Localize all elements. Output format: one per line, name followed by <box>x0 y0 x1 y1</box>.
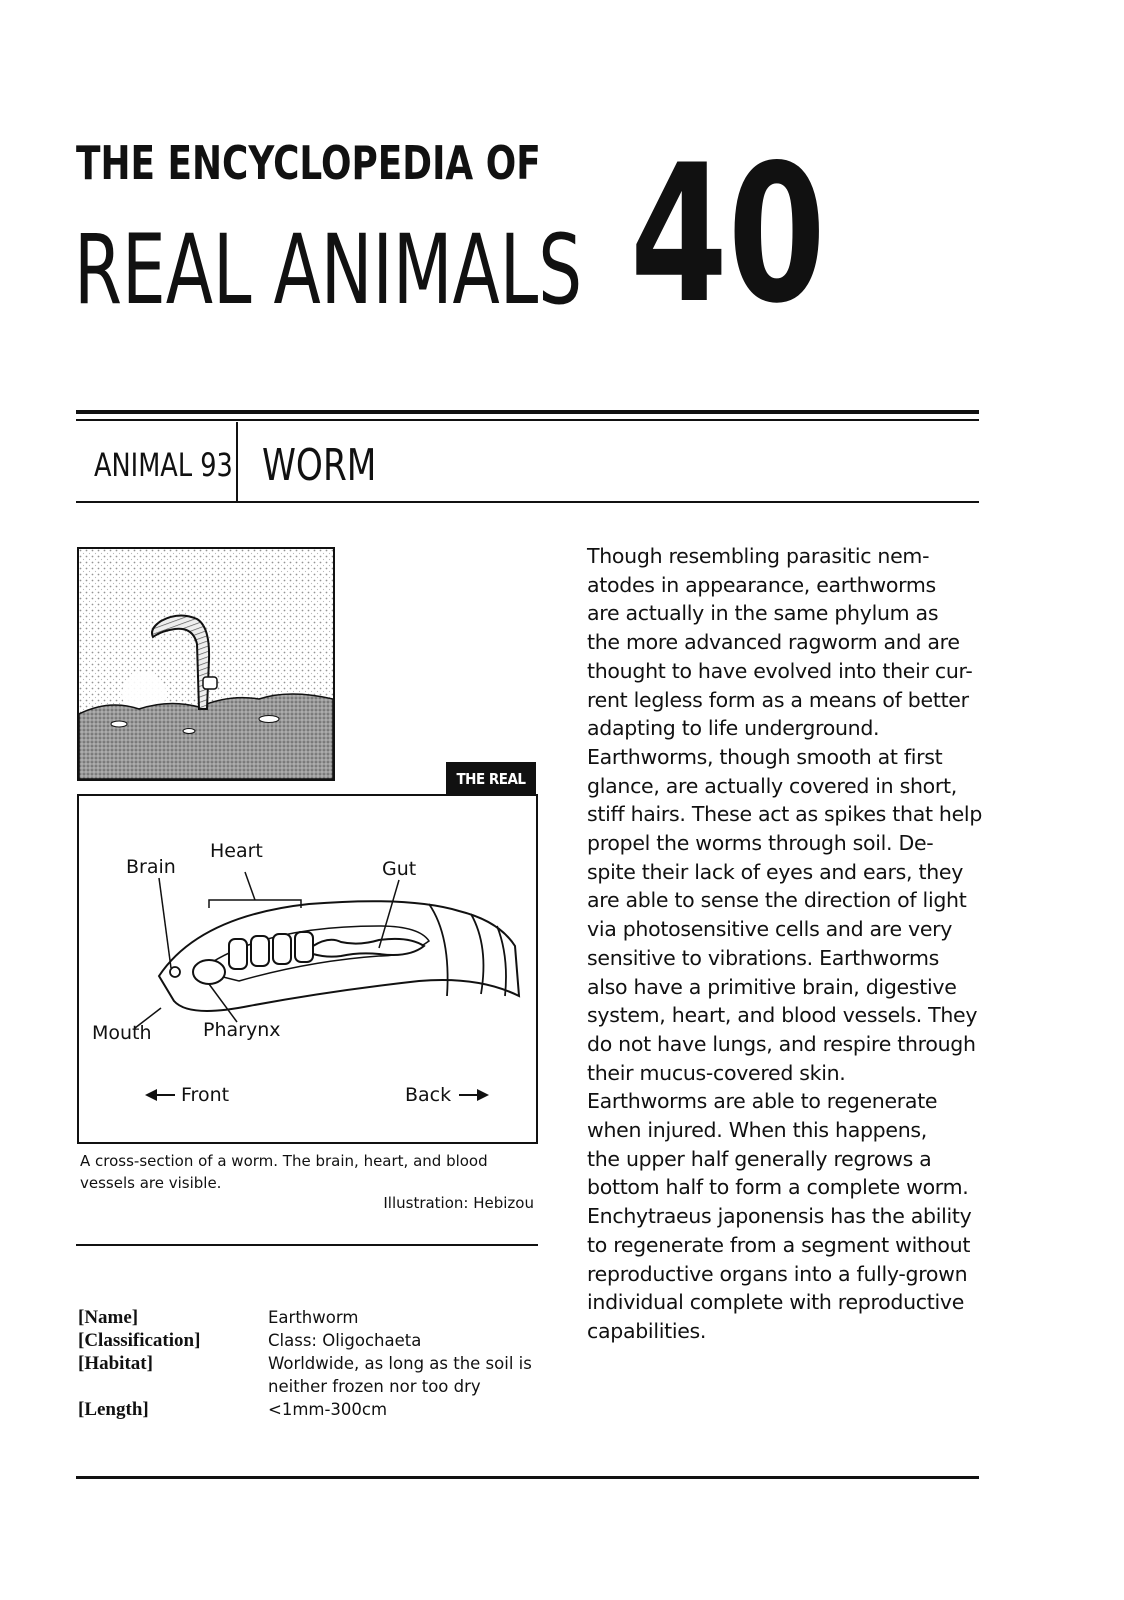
fact-value: <1mm-300cm <box>268 1400 388 1419</box>
illustration-credit: Illustration: Hebizou <box>383 1194 534 1212</box>
fact-value: Class: Oligochaeta <box>268 1331 422 1350</box>
footer-rule <box>76 1476 979 1479</box>
real-thing-tag: THE REAL <box>446 762 536 796</box>
fact-row-name <box>78 1306 538 1329</box>
worm-illustration <box>79 549 333 779</box>
fact-label: [Length] <box>78 1399 149 1420</box>
fact-label: [Classification] <box>78 1330 201 1351</box>
label-brain: Brain <box>126 856 176 878</box>
header-divider <box>236 422 238 502</box>
label-gut: Gut <box>382 858 417 880</box>
fact-value: Earthworm <box>268 1308 359 1327</box>
fact-row-length <box>78 1398 538 1421</box>
worm-illustration-panel <box>77 547 335 781</box>
title-line-2: REAL ANIMALS <box>74 214 583 326</box>
animal-name: WORM <box>262 440 377 491</box>
label-back: Back <box>405 1084 452 1106</box>
animal-number: ANIMAL 93 <box>94 446 233 484</box>
label-mouth: Mouth <box>92 1022 152 1044</box>
header-rule-bottom <box>76 501 979 503</box>
label-front: Front <box>181 1084 230 1106</box>
fact-row-habitat <box>78 1352 538 1398</box>
facts-rule <box>76 1244 538 1246</box>
title-line-1: THE ENCYCLOPEDIA OF <box>76 136 541 190</box>
worm-cross-section-diagram <box>79 796 536 1142</box>
fact-label: [Habitat] <box>78 1353 153 1374</box>
entry-body-text: Though resembling parasitic nem- atodes in appearance, earthworms are actually in the same phylum as the more advanced ragworm and are thought to have evolved into their cur- rent legless form as a means of better adapting to life underground. Earthworms, though smooth at first glance, are actually covered in short, stiff hairs. These act as spikes that help propel the worms through soil. De- spite their lack of eyes and ears, they are able to sense the direction of light via photosensitive cells and are very sensitive to vibrations. Earthworms also have a primitive brain, digestive system, heart, and blood vessels. They do not have lungs, and respire through their mucus-covered skin. Earthworms are able to regenerate when injured. When this happens, the upper half generally regrows a bottom half to form a complete worm. Enchytraeus japonensis has the ability to regenerate from a segment without reproductive organs into a fully-grown individual complete with reproductive capabilities. <box>587 544 983 1343</box>
volume-number: 40 <box>630 124 826 345</box>
fact-row-classification <box>78 1329 538 1352</box>
label-heart: Heart <box>210 840 263 862</box>
illustration-caption: A cross-section of a worm. The brain, heart, and blood vessels are visible. <box>80 1152 488 1192</box>
header-rule-top-thick <box>76 410 979 414</box>
fact-value: Worldwide, as long as the soil is neither frozen nor too dry <box>268 1354 532 1396</box>
label-pharynx: Pharynx <box>203 1019 281 1041</box>
header-rule-top-thin <box>76 419 979 421</box>
fact-label: [Name] <box>78 1307 139 1328</box>
cross-section-panel <box>77 794 538 1144</box>
entry-header <box>76 422 979 502</box>
facts-table <box>78 1306 538 1421</box>
